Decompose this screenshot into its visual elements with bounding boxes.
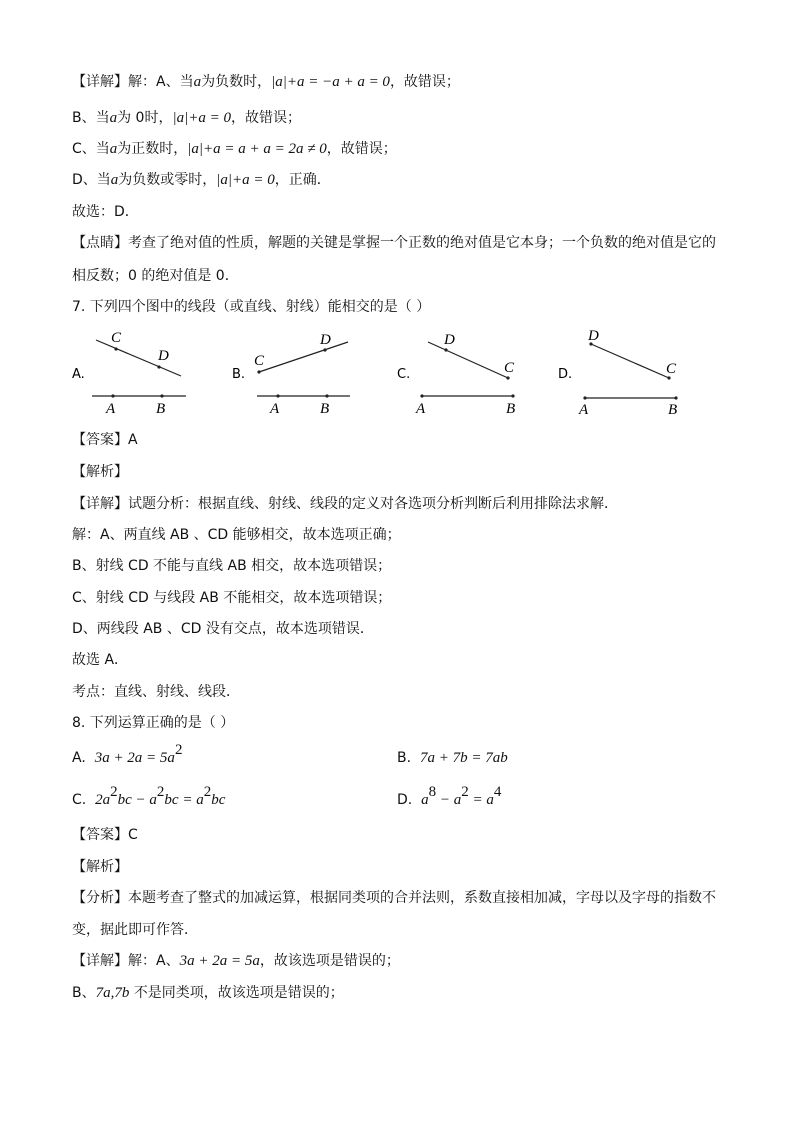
point-c-label: C (504, 360, 515, 376)
text: ，故该选项是错误的； (259, 953, 400, 969)
point-b-label: B (668, 402, 678, 418)
point-a-label: A (270, 401, 280, 417)
math-expr: bc (211, 792, 226, 808)
math-expr: a (421, 792, 429, 808)
math-expr: 7a,7b (95, 985, 130, 1001)
q7-point: 考点：直线、射线、线段． (72, 684, 240, 700)
text: ，故错误； (230, 110, 301, 126)
figure-b (232, 332, 350, 417)
detail-line-d (72, 170, 331, 190)
point-c (114, 347, 117, 350)
math-expr: = a (468, 792, 494, 808)
point-d (157, 365, 160, 368)
q7-figures (0, 322, 794, 422)
text: B、 (72, 985, 96, 1001)
q7-sol-d: D、两线段 AB 、CD 没有交点，故本选项错误． (72, 621, 374, 637)
text: ，正确． (274, 172, 331, 188)
q8-detail-b (72, 983, 344, 1003)
q7-sol-c: C、射线 CD 与线段 AB 不能相交，故本选项错误； (72, 590, 392, 606)
text: D、当 (72, 172, 111, 188)
detail-tag: 【详解】 (72, 74, 128, 90)
q7-detail: 【详解】试题分析：根据直线、射线、线段的定义对各选项分析判断后利用排除法求解． (72, 496, 618, 512)
math-sup: 2 (174, 742, 183, 759)
q8-fenxi-2: 变，据此即可作答． (72, 922, 198, 938)
math-expr: |a|+a = −a + a = 0 (271, 74, 390, 90)
figure-a (72, 330, 186, 417)
q8-question: 8. 下列运算正确的是（ ） (72, 715, 235, 731)
point-b (511, 394, 514, 397)
math-expr: bc = a (164, 792, 204, 808)
point-b (160, 394, 163, 397)
math-var: a (109, 110, 118, 126)
q7-answer: 【答案】A (72, 432, 138, 448)
point-a (111, 394, 114, 397)
math-expr: 7a + 7b = 7ab (419, 750, 508, 766)
math-expr: bc − a (117, 792, 157, 808)
point-b-label: B (320, 401, 330, 417)
point-a-label: A (579, 402, 589, 418)
detail-line-a (72, 72, 460, 92)
point-c (506, 376, 509, 379)
math-sup: 2 (110, 784, 118, 801)
q8-fenxi-1: 【分析】本题考查了整式的加减运算，根据同类项的合并法则，系数直接相加减，字母以及字母的指数不 (72, 890, 716, 906)
point-c-label: C (254, 353, 265, 369)
detail-line-c (72, 139, 397, 159)
q8-option-a (72, 742, 183, 768)
text: 为 0时， (117, 110, 173, 126)
point-a (583, 396, 586, 399)
option-label: D. (397, 792, 413, 808)
figure-d (558, 328, 678, 418)
math-expr: 2a (95, 792, 111, 808)
math-expr: 3a + 2a = 5a (179, 953, 260, 969)
point-a (276, 394, 279, 397)
text: 【详解】解：A、 (72, 953, 180, 969)
text: 不是同类项，故该选项是错误的； (129, 985, 344, 1001)
math-var: a (193, 74, 202, 90)
q7-question: 7. 下列四个图中的线段（或直线、射线）能相交的是（ ） (72, 299, 431, 315)
text: 解：A、当 (128, 74, 194, 90)
math-sup: 8 (428, 784, 437, 801)
ray-cd (259, 342, 348, 372)
comment-line-2: 相反数；0 的绝对值是 0． (72, 268, 239, 284)
math-expr: |a|+a = 0 (172, 110, 231, 126)
point-d-label: D (444, 332, 455, 348)
point-c-label: C (666, 361, 677, 377)
figure-b-label: B. (232, 367, 246, 382)
math-var: a (109, 141, 118, 157)
text: ，故错误； (326, 141, 397, 157)
point-b-label: B (506, 401, 516, 417)
point-b (325, 394, 328, 397)
option-label: C. (72, 792, 87, 808)
text: B、当 (72, 110, 110, 126)
q8-detail-a (72, 951, 400, 971)
point-a-label: A (106, 401, 116, 417)
point-d (444, 348, 447, 351)
math-var: a (110, 172, 119, 188)
comment-line-1: 【点睛】考查了绝对值的性质，解题的关键是掌握一个正数的绝对值是它本身；一个负数的绝对值是它的 (72, 235, 716, 251)
point-d-label: D (588, 328, 599, 344)
detail-line-b (72, 108, 301, 128)
q7-sol-a: 解：A、两直线 AB 、CD 能够相交，故本选项正确； (72, 527, 401, 543)
math-sup: 2 (156, 784, 165, 801)
math-expr: |a|+a = a + a = 2a ≠ 0 (187, 141, 327, 157)
math-expr: − a (436, 792, 462, 808)
figure-d-label: D. (558, 367, 573, 382)
point-b-label: B (156, 401, 166, 417)
q8-option-c (72, 784, 226, 810)
math-sup: 2 (203, 784, 212, 801)
point-d-label: D (158, 348, 169, 364)
point-c-label: C (111, 330, 122, 346)
q8-option-d (397, 784, 502, 810)
q7-analysis: 【解析】 (72, 464, 128, 480)
point-b (674, 396, 677, 399)
q8-option-b (397, 748, 508, 768)
text: 为负数或零时， (118, 172, 217, 188)
choose-d: 故选：D． (72, 204, 139, 220)
figure-c-label: C. (397, 367, 411, 382)
text: C、当 (72, 141, 110, 157)
point-d (323, 348, 326, 351)
text: 为负数时， (201, 74, 272, 90)
ray-cd (428, 342, 508, 378)
q7-sol-b: B、射线 CD 不能与直线 AB 相交，故本选项错误； (72, 558, 392, 574)
text: ，故错误； (389, 74, 460, 90)
point-a-label: A (416, 401, 426, 417)
point-d-label: D (320, 332, 331, 348)
option-label: B. (397, 750, 412, 766)
segment-cd (591, 344, 669, 378)
math-expr: |a|+a = 0 (216, 172, 275, 188)
q8-analysis: 【解析】 (72, 859, 128, 875)
option-label: A. (72, 750, 86, 766)
q7-choose: 故选 A． (72, 652, 129, 668)
figure-a-label: A. (72, 367, 85, 382)
figure-c (397, 332, 515, 417)
math-sup: 2 (461, 784, 469, 801)
point-c (257, 370, 260, 373)
math-sup: 4 (493, 784, 502, 801)
q8-answer: 【答案】C (72, 827, 138, 843)
math-expr: 3a + 2a = 5a (94, 750, 175, 766)
text: 为正数时， (117, 141, 188, 157)
point-a (420, 394, 423, 397)
